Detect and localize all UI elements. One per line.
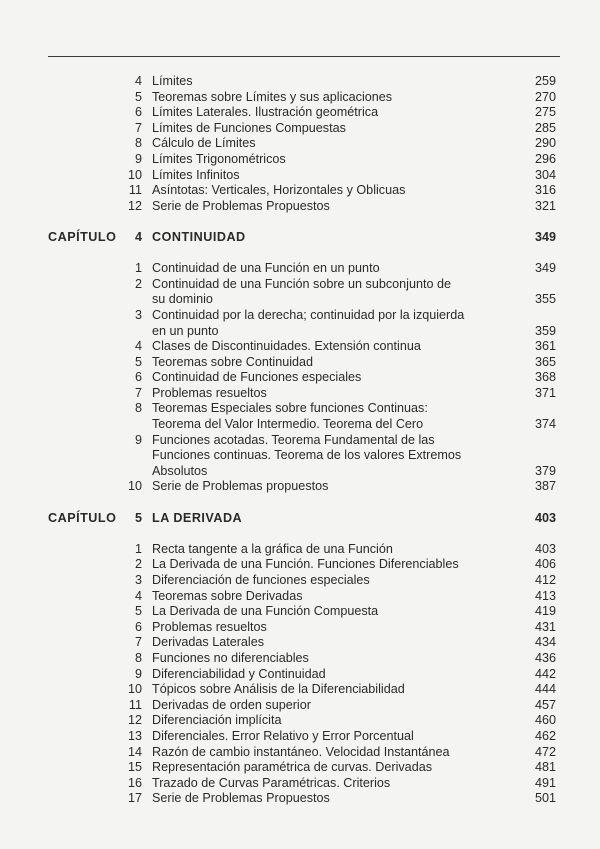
entry-title: Derivadas Laterales <box>152 635 265 650</box>
entry-page: 387 <box>534 479 556 494</box>
toc-entry <box>0 698 600 714</box>
toc-entry <box>0 339 600 355</box>
toc-entry <box>0 183 600 199</box>
entry-title: Recta tangente a la gráfica de una Función <box>152 541 393 556</box>
entry-number: 10 <box>127 167 142 182</box>
chapter-heading <box>0 511 600 527</box>
toc-entry <box>0 121 600 137</box>
toc-entry <box>0 199 600 215</box>
entry-title: Razón de cambio instantáneo. Velocidad Instantánea <box>152 744 450 759</box>
entry-page: 431 <box>534 619 556 634</box>
entry-title: Continuidad por la derecha; continuidad por la izquierda <box>152 307 465 322</box>
entry-title: en un punto <box>152 323 219 338</box>
entry-title: Serie de Problemas Propuestos <box>152 198 330 213</box>
toc-entry <box>0 791 600 807</box>
entry-number: 2 <box>134 276 142 291</box>
entry-number: 9 <box>134 151 142 166</box>
toc-entry <box>0 542 600 558</box>
entry-number: 4 <box>134 74 142 88</box>
entry-title: Límites Laterales. Ilustración geométrica <box>152 105 379 120</box>
chapter-number: 5 <box>134 510 142 525</box>
entry-number: 5 <box>134 354 142 369</box>
entry-number: 7 <box>134 385 142 400</box>
toc-entry <box>0 760 600 776</box>
entry-title: Absolutos <box>152 463 208 478</box>
entry-page: 349 <box>534 261 556 276</box>
toc-entry <box>0 776 600 792</box>
entry-number: 6 <box>134 105 142 120</box>
entry-title: Clases de Discontinuidades. Extensión continua <box>152 339 421 354</box>
entry-title: Continuidad de una Función en un punto <box>152 261 380 276</box>
toc-entry <box>0 448 600 464</box>
entry-title: Cálculo de Límites <box>152 136 256 151</box>
entry-number: 9 <box>134 666 142 681</box>
entry-page: 361 <box>534 339 556 354</box>
toc-entry <box>0 308 600 324</box>
entry-number: 1 <box>134 541 142 556</box>
entry-page: 434 <box>534 635 556 650</box>
entry-page: 406 <box>534 557 556 572</box>
entry-number: 11 <box>128 697 142 712</box>
entry-number: 6 <box>134 619 142 634</box>
section-gap <box>0 495 600 511</box>
entry-title: Problemas resueltos <box>152 619 267 634</box>
toc-entry <box>0 370 600 386</box>
entry-number: 15 <box>127 760 142 775</box>
chapter-label: CAPÍTULO <box>48 510 117 525</box>
entry-page: 321 <box>534 198 556 213</box>
entry-title: Límites Infinitos <box>152 167 240 182</box>
toc-entry <box>0 651 600 667</box>
entry-title: Diferenciabilidad y Continuidad <box>152 666 326 681</box>
entry-page: 275 <box>534 105 556 120</box>
toc-entry <box>0 401 600 417</box>
entry-number: 7 <box>134 120 142 135</box>
table-of-contents <box>0 74 600 807</box>
toc-entry <box>0 479 600 495</box>
entry-page: 457 <box>534 697 556 712</box>
toc-entry <box>0 557 600 573</box>
toc-entry <box>0 105 600 121</box>
entry-number: 2 <box>134 557 142 572</box>
toc-entry <box>0 573 600 589</box>
entry-number: 3 <box>134 307 142 322</box>
entry-title: Límites Trigonométricos <box>152 151 286 166</box>
entry-title: Límites de Funciones Compuestas <box>152 120 346 135</box>
toc-entry <box>0 74 600 90</box>
chapter-title: LA DERIVADA <box>152 510 243 525</box>
entry-number: 5 <box>134 604 142 619</box>
entry-title: Tópicos sobre Análisis de la Diferenciabilidad <box>152 682 405 697</box>
entry-title: Trazado de Curvas Paramétricas. Criterios <box>152 775 391 790</box>
entry-number: 1 <box>134 261 142 276</box>
entry-page: 316 <box>534 183 556 198</box>
entry-page: 460 <box>534 713 556 728</box>
toc-entry <box>0 620 600 636</box>
toc-entry <box>0 635 600 651</box>
entry-title: Problemas resueltos <box>152 385 267 400</box>
toc-entry <box>0 464 600 480</box>
entry-title: Continuidad de Funciones especiales <box>152 370 362 385</box>
entry-number: 4 <box>134 588 142 603</box>
chapter-title: CONTINUIDAD <box>152 229 246 244</box>
entry-page: 491 <box>534 775 556 790</box>
chapter-number: 4 <box>134 229 142 244</box>
entry-page: 403 <box>534 541 556 556</box>
entry-title: Derivadas de orden superior <box>152 697 311 712</box>
entry-page: 419 <box>534 604 556 619</box>
toc-entry <box>0 324 600 340</box>
entry-number: 5 <box>134 89 142 104</box>
section-gap <box>0 214 600 230</box>
entry-page: 259 <box>534 74 556 88</box>
entry-title: La Derivada de una Función. Funciones Diferenciables <box>152 557 459 572</box>
entry-number: 9 <box>134 432 142 447</box>
entry-page: 442 <box>534 666 556 681</box>
toc-entry <box>0 417 600 433</box>
entry-page: 270 <box>534 89 556 104</box>
toc-entry <box>0 136 600 152</box>
entry-page: 371 <box>534 385 556 400</box>
toc-entry <box>0 261 600 277</box>
entry-number: 12 <box>127 198 142 213</box>
chapter-heading <box>0 230 600 246</box>
entry-title: Límites <box>152 74 193 88</box>
entry-page: 368 <box>534 370 556 385</box>
entry-page: 374 <box>534 417 556 432</box>
entry-page: 285 <box>534 120 556 135</box>
entry-page: 501 <box>534 791 556 806</box>
entry-title: Asíntotas: Verticales, Horizontales y Oblicuas <box>152 183 406 198</box>
entry-title: Diferenciación de funciones especiales <box>152 573 370 587</box>
toc-entry <box>0 433 600 449</box>
entry-number: 4 <box>134 339 142 354</box>
entry-number: 14 <box>127 744 142 759</box>
entry-title: Serie de Problemas Propuestos <box>152 791 330 806</box>
toc-entry <box>0 152 600 168</box>
entry-title: Teoremas sobre Continuidad <box>152 354 314 369</box>
toc-entry <box>0 386 600 402</box>
entry-page: 355 <box>534 292 556 307</box>
entry-number: 7 <box>134 635 142 650</box>
entry-number: 16 <box>127 775 142 790</box>
entry-number: 3 <box>134 573 142 587</box>
entry-number: 10 <box>127 479 142 494</box>
entry-page: 462 <box>534 728 556 743</box>
entry-title: Representación paramétrica de curvas. Derivadas <box>152 760 432 775</box>
top-rule <box>48 56 560 57</box>
entry-number: 10 <box>127 682 142 697</box>
entry-title: Serie de Problemas propuestos <box>152 479 329 494</box>
toc-entry <box>0 667 600 683</box>
entry-page: 359 <box>534 323 556 338</box>
chapter-page: 349 <box>534 229 556 244</box>
entry-number: 6 <box>134 370 142 385</box>
chapter-gap <box>0 246 600 262</box>
toc-entry <box>0 589 600 605</box>
entry-number: 11 <box>128 183 142 198</box>
entry-number: 17 <box>127 791 142 806</box>
entry-number: 12 <box>127 713 142 728</box>
toc-entry <box>0 682 600 698</box>
entry-page: 472 <box>534 744 556 759</box>
toc-entry <box>0 355 600 371</box>
entry-number: 8 <box>134 136 142 151</box>
entry-number: 13 <box>127 728 142 743</box>
entry-page: 444 <box>534 682 556 697</box>
entry-page: 379 <box>534 463 556 478</box>
chapter-label: CAPÍTULO <box>48 229 117 244</box>
entry-title: Teorema del Valor Intermedio. Teorema del Cero <box>152 417 424 432</box>
entry-page: 290 <box>534 136 556 151</box>
entry-title: Diferenciación implícita <box>152 713 282 728</box>
entry-title: su dominio <box>152 292 213 307</box>
entry-number: 8 <box>134 401 142 416</box>
chapter-gap <box>0 526 600 542</box>
toc-entry <box>0 745 600 761</box>
toc-entry <box>0 713 600 729</box>
chapter-page: 403 <box>534 510 556 525</box>
entry-page: 412 <box>534 573 556 587</box>
entry-title: Funciones no diferenciables <box>152 650 309 665</box>
entry-title: Teoremas sobre Derivadas <box>152 588 303 603</box>
entry-title: La Derivada de una Función Compuesta <box>152 604 379 619</box>
entry-title: Funciones continuas. Teorema de los valores Extremos <box>152 448 462 463</box>
toc-entry <box>0 277 600 293</box>
entry-number: 8 <box>134 650 142 665</box>
entry-page: 436 <box>534 650 556 665</box>
entry-title: Teoremas sobre Límites y sus aplicaciones <box>152 89 393 104</box>
entry-page: 304 <box>534 167 556 182</box>
entry-page: 365 <box>534 354 556 369</box>
toc-entry <box>0 604 600 620</box>
entry-page: 296 <box>534 151 556 166</box>
entry-title: Diferenciales. Error Relativo y Error Porcentual <box>152 728 414 743</box>
toc-entry <box>0 729 600 745</box>
toc-entry <box>0 292 600 308</box>
entry-title: Funciones acotadas. Teorema Fundamental de las <box>152 432 435 447</box>
entry-title: Teoremas Especiales sobre funciones Continuas: <box>152 401 428 416</box>
entry-page: 413 <box>534 588 556 603</box>
toc-entry <box>0 90 600 106</box>
entry-title: Continuidad de una Función sobre un subconjunto de <box>152 276 451 291</box>
toc-entry <box>0 168 600 184</box>
entry-page: 481 <box>534 760 556 775</box>
